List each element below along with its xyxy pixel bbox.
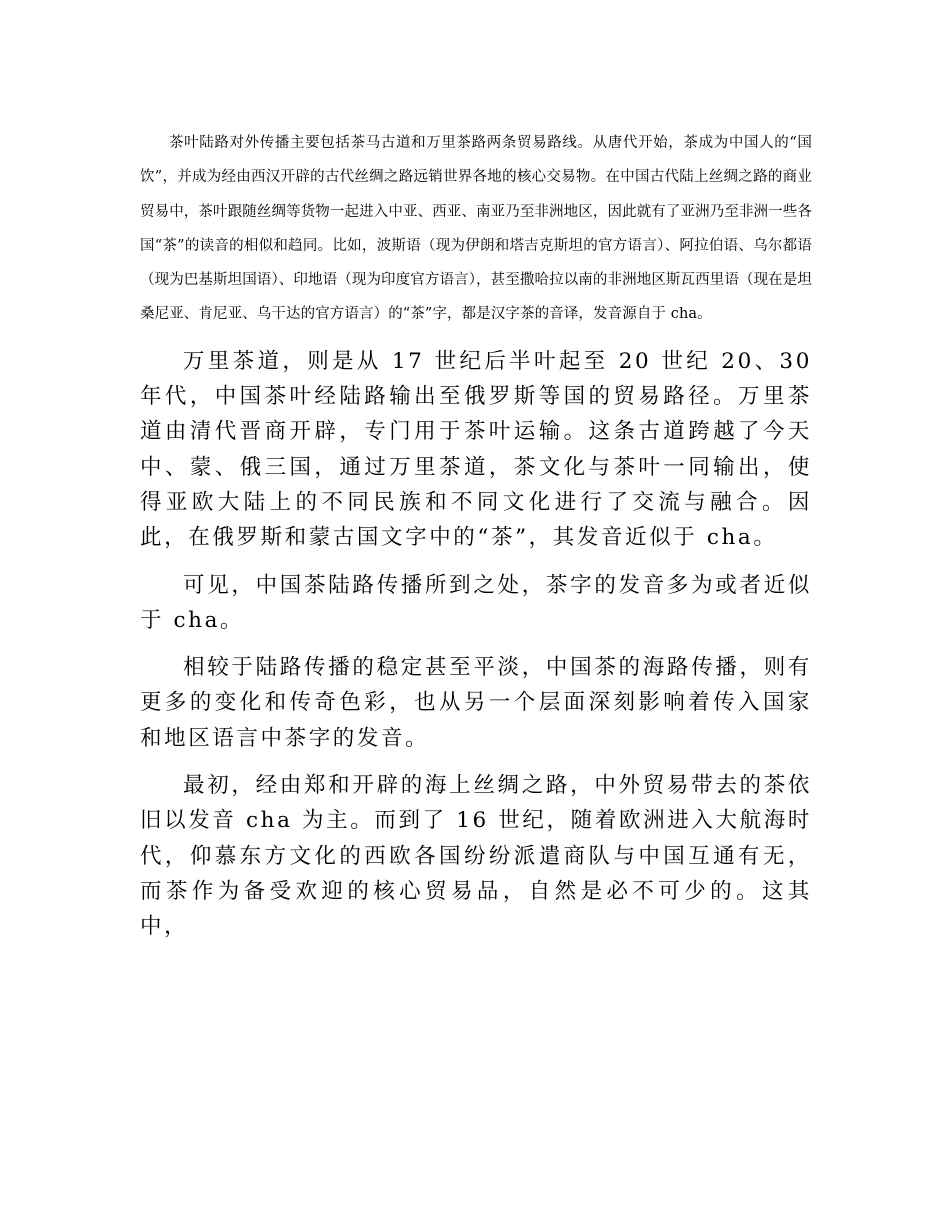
paragraph-maritime-silk-road: 最初，经由郑和开辟的海上丝绸之路，中外贸易带去的茶依旧以发音 cha 为主。而到了 16 世纪，随着欧洲进入大航海时代，仰慕东方文化的西欧各国纷纷派遣商队与中国互通有无，而茶作为备受欢迎的核心贸易品，自然是必不可少的。这其中， — [140, 773, 812, 940]
paragraph-ten-thousand-mile-tea-road: 万里茶道，则是从 17 世纪后半叶起至 20 世纪 20、30 年代，中国茶叶经陆路输出至俄罗斯等国的贸易路径。万里茶道由清代晋商开辟，专门用于茶叶运输。这条古道跨越了今天中、蒙、俄三国，通过万里茶道，茶文化与茶叶一同输出，使得亚欧大陆上的不同民族和不同文化进行了交流与融合。因此，在俄罗斯和蒙古国文字中的“茶”，其发音近似于 cha。 — [140, 348, 812, 551]
paragraph-land-pronunciation-summary: 可见，中国茶陆路传播所到之处，茶字的发音多为或者近似于 cha。 — [140, 572, 812, 633]
paragraph-land-routes: 茶叶陆路对外传播主要包括茶马古道和万里茶路两条贸易路线。从唐代开始，茶成为中国人的“国饮”，并成为经由西汉开辟的古代丝绸之路远销世界各地的核心交易物。在中国古代陆上丝绸之路的商业贸易中，茶叶跟随丝绸等货物一起进入中亚、西亚、南亚乃至非洲地区，因此就有了亚洲乃至非洲一些各国“茶”的读音的相似和趋同。比如，波斯语（现为伊朗和塔吉克斯坦的官方语言）、阿拉伯语、乌尔都语（现为巴基斯坦国语）、印地语（现为印度官方语言），甚至撒哈拉以南的非洲地区斯瓦西里语（现在是坦桑尼亚、肯尼亚、乌干达的官方语言）的“茶”字，都是汉字茶的音译，发音源自于 cha。 — [140, 135, 812, 323]
document-page — [140, 126, 812, 945]
paragraph-sea-route-intro: 相较于陆路传播的稳定甚至平淡，中国茶的海路传播，则有更多的变化和传奇色彩，也从另一个层面深刻影响着传入国家和地区语言中茶字的发音。 — [140, 655, 812, 751]
